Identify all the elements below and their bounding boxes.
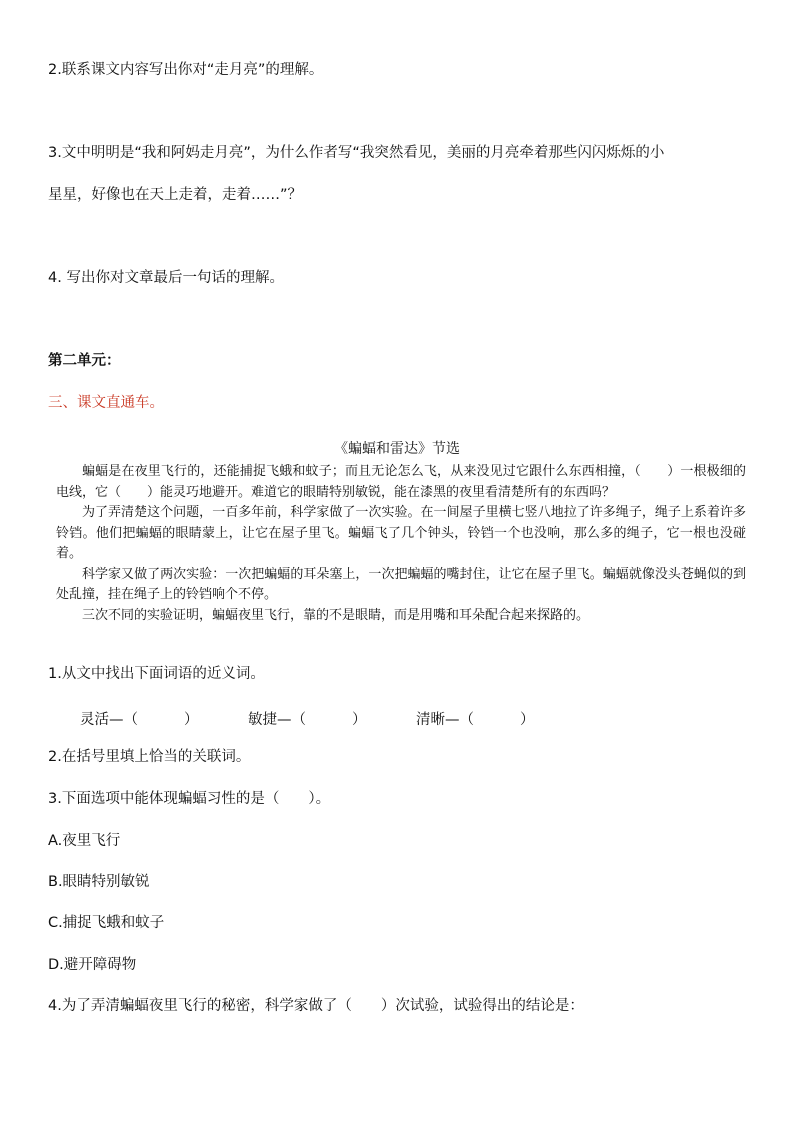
synonym-word: 敏捷—（ [248,712,306,728]
synonym-close-paren: ） [520,712,535,728]
passage-paragraph: 三次不同的实验证明，蝙蝠夜里飞行，靠的不是眼睛，而是用嘴和耳朵配合起来探路的。 [82,607,590,623]
question-2-top: 2.联系课文内容写出你对“走月亮”的理解。 [48,62,324,78]
passage-title: 《蝙蝠和雷达》节选 [334,441,460,457]
question-3-top-line2: 星星，好像也在天上走着，走着……”？ [48,187,303,203]
question-3-top-line1: 3.文中明明是“我和阿妈走月亮”，为什么作者写“我突然看见，美丽的月亮牵着那些闪闪烁烁的小 [48,145,665,161]
synonym-close-paren: ） [184,712,199,728]
synonym-word: 清晰—（ [416,712,474,728]
option-d: D.避开障碍物 [48,957,137,973]
option-c: C.捕捉飞蛾和蚊子 [48,915,165,931]
option-a: A.夜里飞行 [48,833,121,849]
question-4: 4.为了弄清蝙蝠夜里飞行的秘密，科学家做了（ ）次试验，试验得出的结论是： [48,998,584,1014]
synonym-item [248,708,367,729]
passage-paragraph: 科学家又做了两次实验：一次把蝙蝠的耳朵塞上，一次把蝙蝠的嘴封住，让它在屋子里飞。蝙蝠就像没头苍蝇似的到处乱撞，挂在绳子上的铃铛响个不停。 [56,566,746,602]
question-1: 1.从文中找出下面词语的近义词。 [48,666,265,682]
option-b: B.眼睛特别敏锐 [48,874,150,890]
section-heading: 三、课文直通车。 [48,395,164,411]
passage [56,462,746,626]
passage-paragraph: 蝙蝠是在夜里飞行的，还能捕捉飞蛾和蚊子；而且无论怎么飞，从来没见过它跟什么东西相撞，（ ）一根极细的电线，它（ ）能灵巧地避开。难道它的眼睛特别敏锐，能在漆黑的夜里看清楚所有的东西吗？ [56,464,746,500]
question-2: 2.在括号里填上恰当的关联词。 [48,749,251,765]
passage-paragraph: 为了弄清楚这个问题，一百多年前，科学家做了一次实验。在一间屋子里横七竖八地拉了许多绳子，绳子上系着许多铃铛。他们把蝙蝠的眼睛蒙上，让它在屋子里飞。蝙蝠飞了几个钟头，铃铛一个也没响，那么多的绳子，它一根也没碰着。 [56,505,746,561]
synonym-item [416,708,535,729]
question-4-top: 4. 写出你对文章最后一句话的理解。 [48,270,284,286]
synonym-word: 灵活—（ [80,712,138,728]
unit-heading: 第二单元： [48,353,121,369]
synonym-close-paren: ） [352,712,367,728]
synonym-item [80,708,199,729]
question-3: 3.下面选项中能体现蝙蝠习性的是（ ）。 [48,791,331,807]
